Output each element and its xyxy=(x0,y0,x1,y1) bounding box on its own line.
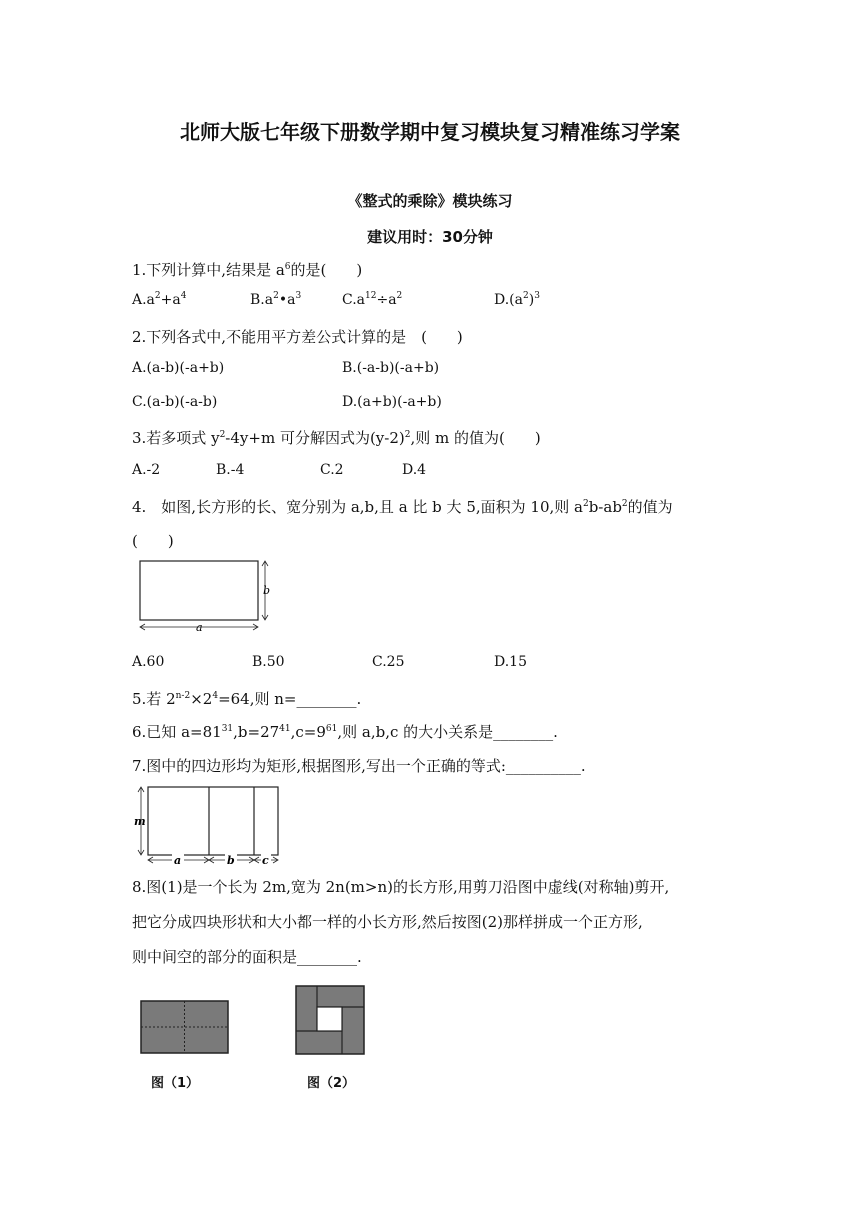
question-2-option-b: B.(-a-b)(-a+b) xyxy=(342,360,440,376)
label-b: b xyxy=(227,854,235,866)
question-2-option-a: A.(a-b)(-a+b) xyxy=(132,360,225,376)
question-2-option-c: C.(a-b)(-a-b) xyxy=(132,394,218,410)
question-2-stem: 2.下列各式中,不能用平方差公式计算的是 ( ) xyxy=(132,328,463,346)
question-7-stem: 7.图中的四边形均为矩形,根据图形,写出一个正确的等式:__________. xyxy=(132,757,586,775)
question-1-option-d: $D.(a^2)^3$ xyxy=(494,291,540,308)
suggested-time: 建议用时：30分钟 xyxy=(367,228,493,246)
question-4-option-a: A.60 xyxy=(132,654,165,670)
figure-1-caption: 图（1） xyxy=(151,1076,200,1091)
question-1-option-c: $C.a^{12}\div a^2$ xyxy=(342,291,403,308)
question-1-stem: 1.下列计算中,结果是 $a^6$的是( ) xyxy=(132,261,363,279)
three-rectangles-figure xyxy=(132,784,282,866)
label-m: m xyxy=(134,815,146,828)
question-8-line-3: 则中间空的部分的面积是________. xyxy=(132,948,362,966)
page-title: 北师大版七年级下册数学期中复习模块复习精准练习学案 xyxy=(180,120,680,144)
section-subtitle: 《整式的乘除》模块练习 xyxy=(347,192,513,210)
question-3-option-d: D.4 xyxy=(402,462,427,478)
figure-2-square xyxy=(295,985,367,1057)
question-4-stem-line2: ( ) xyxy=(132,532,174,550)
question-3-option-b: B.-4 xyxy=(216,462,245,478)
label-c: c xyxy=(262,854,269,866)
label-a: a xyxy=(196,621,203,634)
question-1-option-a: $A.a^2+a^4$ xyxy=(132,291,187,308)
question-8-line-1: 8.图(1)是一个长为 2m,宽为 2n(m>n)的长方形,用剪刀沿图中虚线(对称轴)剪开, xyxy=(132,878,670,896)
question-3-option-a: A.-2 xyxy=(132,462,161,478)
figure-1-rectangle xyxy=(140,1000,230,1056)
label-a: a xyxy=(174,854,182,866)
question-5-stem: 5.若 $2^{n-2}\times 2^4=64$,则 n=________. xyxy=(132,690,362,708)
question-2-option-d: D.(a+b)(-a+b) xyxy=(342,394,442,410)
question-4-option-d: D.15 xyxy=(494,654,527,670)
label-b: b xyxy=(263,584,271,597)
question-1-option-b: $B.a^2•a^3$ xyxy=(250,291,302,308)
question-3-option-c: C.2 xyxy=(320,462,344,478)
question-4-option-c: C.25 xyxy=(372,654,405,670)
question-4-stem: 4. 如图,长方形的长、宽分别为 a,b,且 a 比 b 大 5,面积为 10,则 $a^2b-ab^2$的值为 xyxy=(132,498,673,516)
question-4-option-b: B.50 xyxy=(252,654,285,670)
question-3-stem: 3.若多项式 $y^2-4y+m$ 可分解因式为$(y-2)^2$,则 m 的值为( ) xyxy=(132,429,541,447)
figure-2-caption: 图（2） xyxy=(307,1076,356,1091)
question-6-stem: 6.已知 $a=81^{31},b=27^{41},c=9^{61}$,则 a,b,c 的大小关系是________. xyxy=(132,723,558,741)
question-8-line-2: 把它分成四块形状和大小都一样的小长方形,然后按图(2)那样拼成一个正方形, xyxy=(132,913,643,931)
rectangle-ab-figure xyxy=(134,556,276,634)
